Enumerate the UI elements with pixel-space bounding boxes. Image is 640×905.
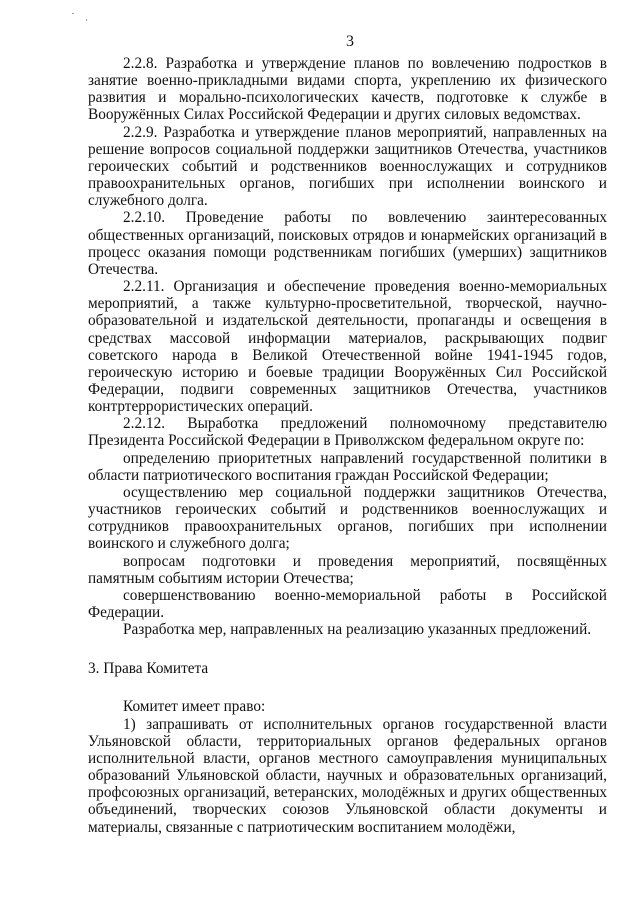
paragraph-2-2-12: 2.2.12. Выработка предложений полномочному представителю Президента Российской Федерации в Приволжском федеральном округе по: xyxy=(88,415,607,450)
paragraph-2-2-11: 2.2.11. Организация и обеспечение проведения военно-мемориальных мероприятий, а также культурно-просветительной, творческой, научно-образовательной и издательской деятельности, пропаганды и освещения в средствах массовой информации материалов, раскрывающих подвиг советского народа в Великой Отечественной войне 1941-1945 годов, героическую историю и боевые традиции Вооружённых Сил Российской Федерации, подвиги современных защитников Отечества, участников контртеррористических операций. xyxy=(88,278,607,416)
paragraph-2-2-8: 2.2.8. Разработка и утверждение планов по вовлечению подростков в занятие военно-прикладными видами спорта, укреплению их физического развития и морально-психологических качеств, подготовке к службе в Вооружённых Силах Российской Федерации и других силовых ведомствах. xyxy=(88,55,607,124)
proposal-item-priorities: определению приоритетных направлений государственной политики в области патриотического воспитания граждан Российской Федерации; xyxy=(88,449,607,484)
proposal-item-social-support: осуществлению мер социальной поддержки защитников Отечества, участников героических событий и родственников военнослужащих и сотрудников правоохранительных органов, погибших при исполнении воинского и служебного долга; xyxy=(88,483,607,553)
scan-speck xyxy=(86,19,87,21)
scan-speck xyxy=(72,13,74,14)
section-intro: Комитет имеет право: xyxy=(123,698,266,716)
proposal-item-memorial-events: вопросам подготовки и проведения мероприятий, посвящённых памятным событиям истории Отечества; xyxy=(88,552,607,587)
section-heading: 3. Права Комитета xyxy=(88,660,209,678)
proposal-item-memorial-work: совершенствованию военно-мемориальной работы в Российской Федерации. xyxy=(88,586,607,621)
paragraph-2-2-10: 2.2.10. Проведение работы по вовлечению заинтересованных общественных организаций, поисковых отрядов и юнармейских организаций в процесс оказания помощи родственникам погибших (умерших) защитников Отечества. xyxy=(88,209,607,278)
document-body xyxy=(88,55,607,836)
page-number: 3 xyxy=(346,33,354,50)
rights-item-1: 1) запрашивать от исполнительных органов государственной власти Ульяновской области, территориальных органов федеральных органов исполнительной власти, органов местного самоуправления муниципальных образований Ульяновской области, научных и образовательных организаций, профсоюзных организаций, ветеранских, молодёжных и других общественных объединений, творческих союзов Ульяновской области документы и материалы, связанные с патриотическим воспитанием молодёжи, xyxy=(88,715,607,836)
paragraph-2-2-9: 2.2.9. Разработка и утверждение планов мероприятий, направленных на решение вопросов социальной поддержки защитников Отечества, участников героических событий и родственников военнослужащих и сотрудников правоохранительных органов, погибших при исполнении воинского и служебного долга. xyxy=(88,123,607,210)
paragraph-measures: Разработка мер, направленных на реализацию указанных предложений. xyxy=(123,621,592,639)
